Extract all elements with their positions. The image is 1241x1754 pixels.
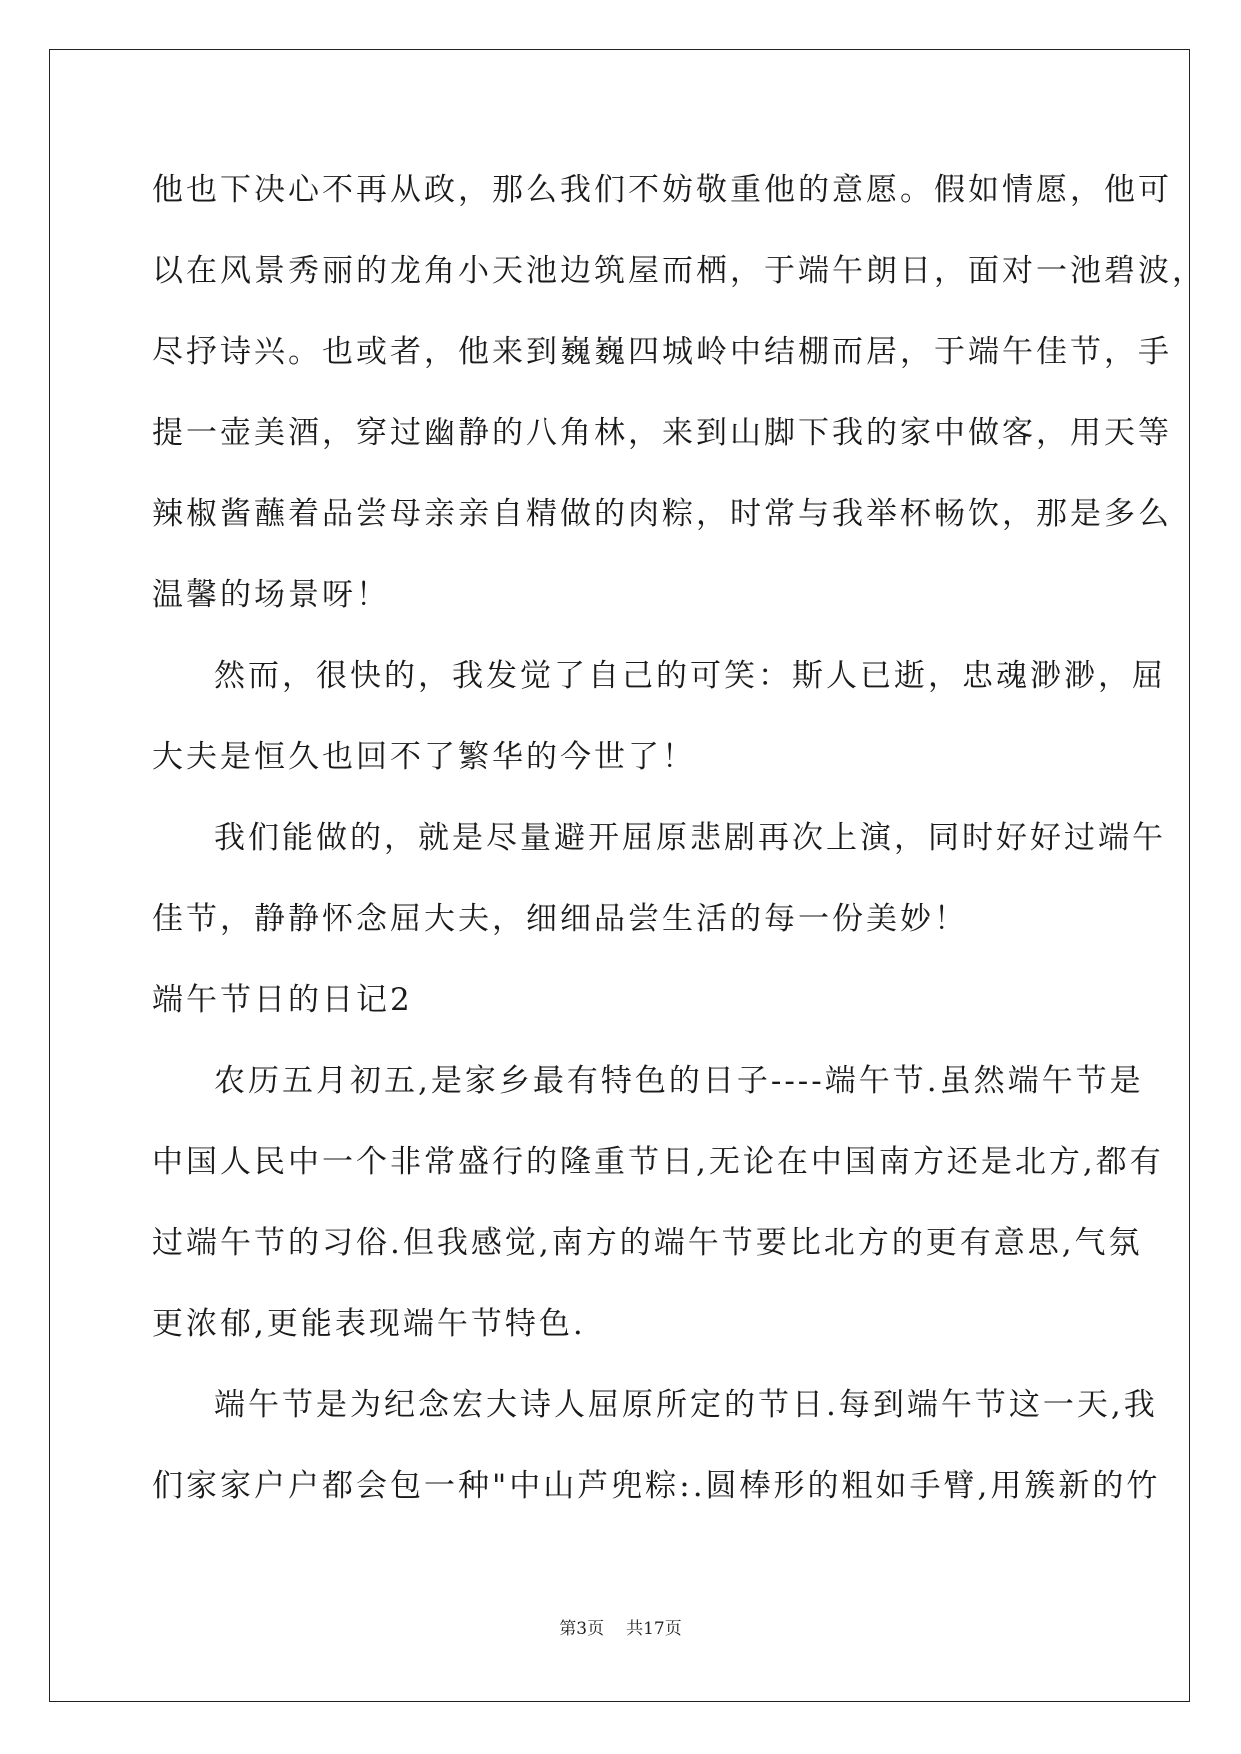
text-line: 提一壶美酒，穿过幽静的八角林，来到山脚下我的家中做客，用天等: [152, 415, 1172, 451]
page-footer: [0, 1614, 1241, 1639]
text-line: 过端午节的习俗.但我感觉,南方的端午节要比北方的更有意思,气氛: [152, 1225, 1143, 1261]
text-line: 以在风景秀丽的龙角小天池边筑屋而栖，于端午朗日，面对一池碧波，: [152, 253, 1206, 289]
text-line: 尽抒诗兴。也或者，他来到巍巍四城岭中结棚而居，于端午佳节，手: [152, 334, 1172, 370]
paragraph-start-line: 端午节是为纪念宏大诗人屈原所定的节日.每到端午节这一天,我: [214, 1387, 1158, 1423]
section-heading: 端午节日的日记2: [152, 982, 413, 1018]
text-line: 大夫是恒久也回不了繁华的今世了！: [152, 739, 696, 775]
text-line: 他也下决心不再从政，那么我们不妨敬重他的意愿。假如情愿，他可: [152, 172, 1172, 208]
document-body: [152, 150, 1206, 1527]
text-line: 们家家户户都会包一种"中山芦兜粽:.圆棒形的粗如手臂,用簇新的竹: [152, 1468, 1161, 1504]
paragraph-start-line: 然而，很快的，我发觉了自己的可笑：斯人已逝，忠魂渺渺，屈: [214, 658, 1166, 694]
text-line: 温馨的场景呀！: [152, 577, 390, 613]
paragraph-start-line: 我们能做的，就是尽量避开屈原悲剧再次上演，同时好好过端午: [214, 820, 1166, 856]
text-line: 辣椒酱蘸着品尝母亲亲自精做的肉粽，时常与我举杯畅饮，那是多么: [152, 496, 1172, 532]
text-line: 佳节，静静怀念屈大夫，细细品尝生活的每一份美妙！: [152, 901, 968, 937]
text-line: 更浓郁,更能表现端午节特色.: [152, 1306, 586, 1342]
page-number: 第3页: [559, 1619, 605, 1639]
text-line: 中国人民中一个非常盛行的隆重节日,无论在中国南方还是北方,都有: [152, 1144, 1164, 1180]
paragraph-start-line: 农历五月初五,是家乡最有特色的日子----端午节.虽然端午节是: [214, 1063, 1144, 1099]
page-total: 共17页: [626, 1619, 682, 1639]
